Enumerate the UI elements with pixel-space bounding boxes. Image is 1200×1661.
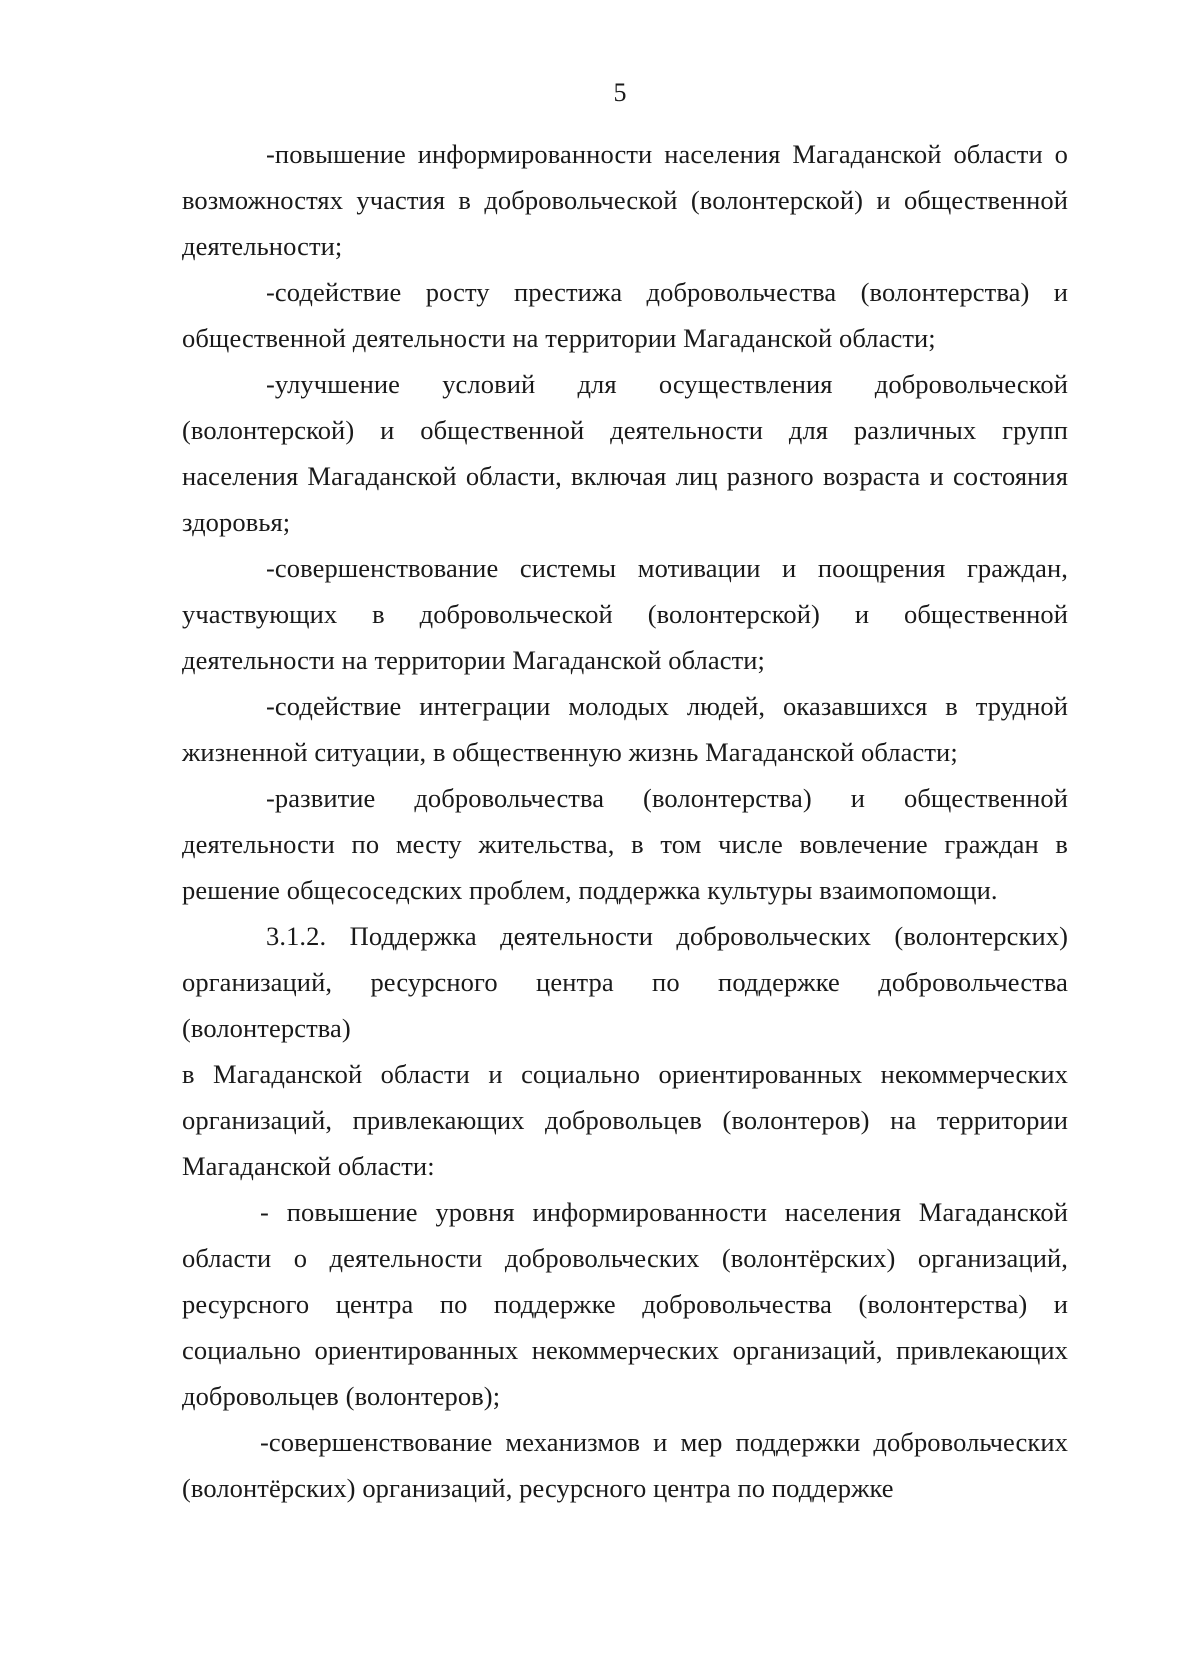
page-number: 5 bbox=[613, 78, 627, 107]
section-heading-paragraph: 3.1.2. Поддержка деятельности добровольческих (волонтерских) организаций, ресурсного центра по поддержке добровольчества (волонтерства) bbox=[182, 921, 1068, 1043]
paragraph: -совершенствование системы мотивации и поощрения граждан, участвующих в добровольческой (волонтерской) и общественной деятельности на территории Магаданской области; bbox=[182, 553, 1068, 675]
paragraph: - повышение уровня информированности населения Магаданской области о деятельности добровольческих (волонтёрских) организаций, ресурсного центра по поддержке добровольчества (волонтерства) и социально ориентированных некоммерческих организаций, привлекающих добровольцев (волонтеров); bbox=[182, 1197, 1068, 1411]
paragraph: -развитие добровольчества (волонтерства) и общественной деятельности по месту жительства, в том числе вовлечение граждан в решение общесоседских проблем, поддержка культуры взаимопомощи. bbox=[182, 783, 1068, 905]
paragraph: -совершенствование механизмов и мер поддержки добровольческих (волонтёрских) организаций, ресурсного центра по поддержке bbox=[182, 1427, 1068, 1503]
paragraph: -содействие интеграции молодых людей, оказавшихся в трудной жизненной ситуации, в общественную жизнь Магаданской области; bbox=[182, 691, 1068, 767]
paragraph: -повышение информированности населения Магаданской области о возможностях участия в добровольческой (волонтерской) и общественной деятельности; bbox=[182, 139, 1068, 261]
document-body bbox=[182, 131, 1068, 1511]
paragraph: -содействие росту престижа добровольчества (волонтерства) и общественной деятельности на территории Магаданской области; bbox=[182, 277, 1068, 353]
paragraph: -улучшение условий для осуществления добровольческой (волонтерской) и общественной деятельности для различных групп населения Магаданской области, включая лиц разного возраста и состояния здоровья; bbox=[182, 369, 1068, 537]
paragraph: в Магаданской области и социально ориентированных некоммерческих организаций, привлекающих добровольцев (волонтеров) на территории Магаданской области: bbox=[182, 1059, 1068, 1181]
